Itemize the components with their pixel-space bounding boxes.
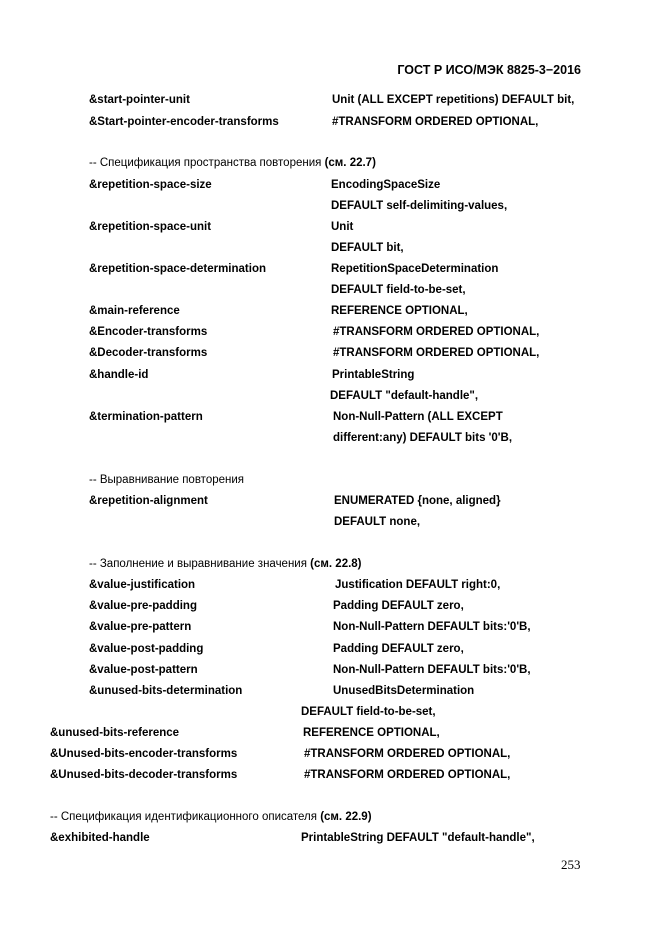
field-repetition-space-determination: &repetition-space-determination — [89, 263, 266, 275]
value-unused-bits-encoder-transforms: #TRANSFORM ORDERED OPTIONAL, — [304, 748, 511, 760]
value-value-pre-pattern: Non-Null-Pattern DEFAULT bits:'0'B, — [333, 621, 531, 633]
field-unused-bits-determination: &unused-bits-determination — [89, 685, 243, 697]
comment-repetition-alignment: -- Выравнивание повторения — [89, 474, 245, 486]
field-repetition-alignment: &repetition-alignment — [89, 495, 208, 507]
field-encoder-transforms: &Encoder-transforms — [89, 326, 208, 338]
comment-repetition-space-text: -- Спецификация пространства повторения — [89, 157, 322, 169]
comment-repetition-space-ref: (см. 22.7) — [324, 157, 376, 169]
page-number: 253 — [561, 857, 581, 872]
value-value-post-pattern: Non-Null-Pattern DEFAULT bits:'0'B, — [333, 664, 531, 676]
value-repetition-space-size: EncodingSpaceSize — [331, 179, 441, 191]
value-start-pointer-unit: Unit (ALL EXCEPT repetitions) DEFAULT bit, — [332, 94, 575, 106]
field-main-reference: &main-reference — [89, 305, 180, 317]
value-start-pointer-encoder-transforms: #TRANSFORM ORDERED OPTIONAL, — [332, 116, 539, 128]
value-handle-id: PrintableString — [332, 369, 415, 381]
field-unused-bits-encoder-transforms: &Unused-bits-encoder-transforms — [50, 748, 238, 760]
value-repetition-space-determination-default: DEFAULT field-to-be-set, — [331, 284, 466, 296]
value-exhibited-handle: PrintableString DEFAULT "default-handle", — [301, 832, 535, 844]
comment-value-padding — [89, 557, 362, 571]
comment-repetition-space — [89, 156, 376, 170]
value-decoder-transforms: #TRANSFORM ORDERED OPTIONAL, — [333, 347, 540, 359]
value-main-reference: REFERENCE OPTIONAL, — [331, 305, 468, 317]
comment-identification-handle-text: -- Спецификация идентификационного описателя — [50, 811, 317, 823]
field-start-pointer-encoder-transforms: &Start-pointer-encoder-transforms — [89, 116, 279, 128]
field-start-pointer-unit: &start-pointer-unit — [89, 94, 190, 106]
field-handle-id: &handle-id — [89, 369, 149, 381]
field-decoder-transforms: &Decoder-transforms — [89, 347, 208, 359]
standard-header: ГОСТ Р ИСО/МЭК 8825-3−2016 — [397, 63, 581, 77]
value-value-pre-padding: Padding DEFAULT zero, — [333, 600, 464, 612]
value-repetition-space-unit: Unit — [331, 221, 354, 233]
value-termination-pattern: Non-Null-Pattern (ALL EXCEPT — [333, 411, 503, 423]
value-unused-bits-determination-default: DEFAULT field-to-be-set, — [301, 706, 436, 718]
field-termination-pattern: &termination-pattern — [89, 411, 203, 423]
value-handle-id-default: DEFAULT "default-handle", — [330, 390, 479, 402]
field-value-pre-padding: &value-pre-padding — [89, 600, 197, 612]
value-repetition-alignment: ENUMERATED {none, aligned} — [334, 495, 501, 507]
value-unused-bits-reference: REFERENCE OPTIONAL, — [303, 727, 440, 739]
comment-value-padding-ref: (см. 22.8) — [310, 558, 362, 570]
comment-value-padding-text: -- Заполнение и выравнивание значения — [89, 558, 307, 570]
field-value-pre-pattern: &value-pre-pattern — [89, 621, 192, 633]
value-unused-bits-determination: UnusedBitsDetermination — [333, 685, 475, 697]
value-repetition-space-size-default: DEFAULT self-delimiting-values, — [331, 200, 508, 212]
comment-identification-handle — [50, 810, 372, 824]
field-repetition-space-size: &repetition-space-size — [89, 179, 212, 191]
value-termination-pattern-cont: different:any) DEFAULT bits '0'B, — [333, 432, 513, 444]
value-repetition-space-unit-default: DEFAULT bit, — [331, 242, 404, 254]
value-value-post-padding: Padding DEFAULT zero, — [333, 643, 464, 655]
comment-identification-handle-ref: (см. 22.9) — [320, 811, 372, 823]
field-unused-bits-reference: &unused-bits-reference — [50, 727, 180, 739]
value-unused-bits-decoder-transforms: #TRANSFORM ORDERED OPTIONAL, — [304, 769, 511, 781]
field-exhibited-handle: &exhibited-handle — [50, 832, 150, 844]
field-value-justification: &value-justification — [89, 579, 196, 591]
field-repetition-space-unit: &repetition-space-unit — [89, 221, 212, 233]
value-encoder-transforms: #TRANSFORM ORDERED OPTIONAL, — [333, 326, 540, 338]
field-value-post-pattern: &value-post-pattern — [89, 664, 198, 676]
field-unused-bits-decoder-transforms: &Unused-bits-decoder-transforms — [50, 769, 238, 781]
value-repetition-space-determination: RepetitionSpaceDetermination — [331, 263, 499, 275]
field-value-post-padding: &value-post-padding — [89, 643, 204, 655]
value-value-justification: Justification DEFAULT right:0, — [335, 579, 501, 591]
value-repetition-alignment-default: DEFAULT none, — [334, 516, 421, 528]
